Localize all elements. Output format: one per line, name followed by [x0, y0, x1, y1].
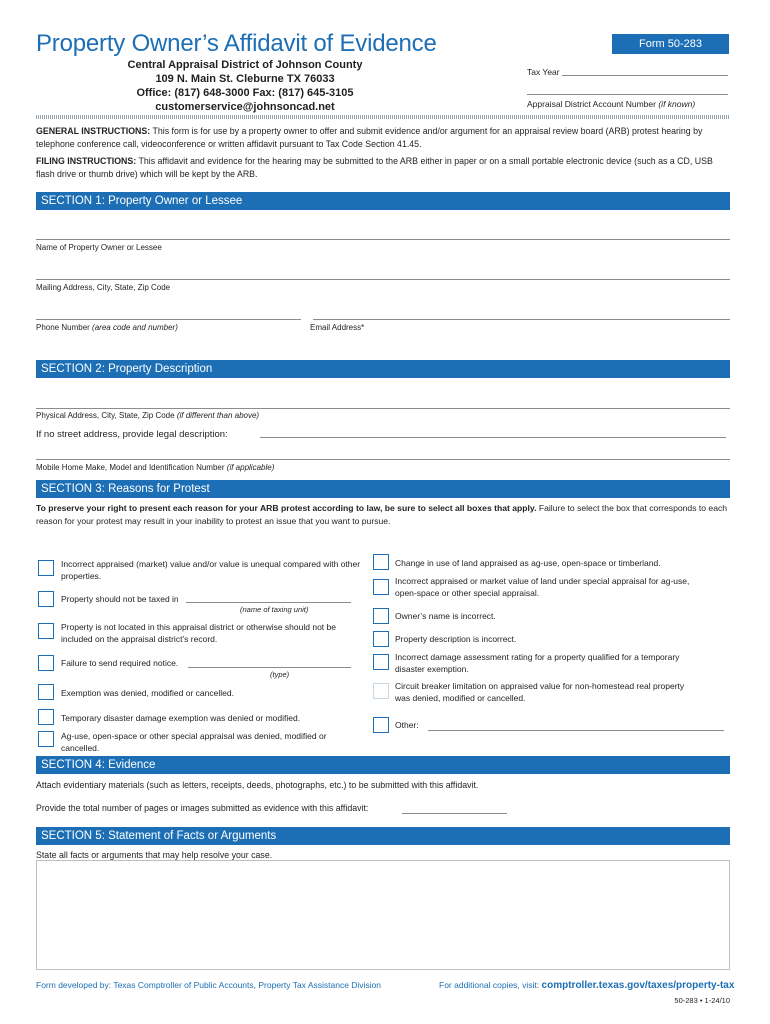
form-number-badge: Form 50-283: [612, 34, 729, 54]
account-number-note: (if known): [658, 99, 696, 109]
office-address: 109 N. Main St. Cleburne TX 76033: [155, 73, 335, 85]
damage-rating-text: Incorrect damage assessment rating for a property qualified for a temporary disaster exemption.: [395, 652, 680, 674]
attach-evidence-text: Attach evidentiary materials (such as letters, receipts, deeds, photographs, etc.) to be submitted with this affidavit.: [36, 780, 479, 790]
section-4-header: SECTION 4: Evidence: [36, 756, 730, 774]
circuit-breaker-checkbox[interactable]: [373, 683, 389, 699]
notice-type-field[interactable]: [188, 667, 351, 668]
section-1-header: SECTION 1: Property Owner or Lessee: [36, 192, 730, 210]
filing-instructions: [36, 155, 730, 181]
owner-name-field[interactable]: [36, 239, 730, 240]
office-phone: Office: (817) 648-3000 Fax: (817) 645-3105: [136, 87, 354, 99]
phone-label: [36, 323, 178, 332]
account-number-label: [527, 99, 695, 109]
taxing-unit-note: (name of taxing unit): [240, 605, 309, 614]
notice-type-note: (type): [270, 670, 290, 679]
protest-intro-bold: To preserve your right to present each reason for your ARB protest according to law, be sure to select all boxes that apply.: [36, 503, 537, 513]
section-3-header: SECTION 3: Reasons for Protest: [36, 480, 730, 498]
legal-description-field[interactable]: [260, 437, 726, 438]
email-label: Email Address*: [310, 323, 365, 332]
mobile-home-label: [36, 463, 274, 472]
account-number-label-text: Appraisal District Account Number: [527, 99, 656, 109]
phone-label-text: Phone Number: [36, 323, 90, 332]
pages-count-text: Provide the total number of pages or images submitted as evidence with this affidavit:: [36, 803, 369, 813]
filing-instructions-text: This affidavit and evidence for the hearing may be submitted to the ARB either in paper or on a small portable electronic device (such as a CD, USB flash drive or thumb drive) which will be kept by the ARB.: [36, 156, 713, 179]
taxing-unit-field[interactable]: [186, 602, 351, 603]
description-text: Property description is incorrect.: [395, 634, 517, 644]
email-field[interactable]: [313, 319, 730, 320]
description-checkbox[interactable]: [373, 631, 389, 647]
mobile-home-field[interactable]: [36, 459, 730, 460]
mobile-home-note: (if applicable): [226, 463, 275, 472]
temp-disaster-text: Temporary disaster damage exemption was denied or modified.: [61, 713, 301, 723]
physical-address-field[interactable]: [36, 408, 730, 409]
change-use-checkbox[interactable]: [373, 554, 389, 570]
physical-address-note: (if different than above): [176, 411, 260, 420]
market-value-checkbox[interactable]: [38, 560, 54, 576]
protest-intro-text: Failure to select the box that corresponds to each reason for your protest may result in your inability to protest an issue that you want to pursue.: [36, 503, 728, 526]
protest-intro: [36, 502, 730, 528]
temp-disaster-checkbox[interactable]: [38, 709, 54, 725]
legal-description-label: If no street address, provide legal description:: [36, 429, 228, 440]
section-5-header: SECTION 5: Statement of Facts or Arguments: [36, 827, 730, 845]
exemption-text: Exemption was denied, modified or cancelled.: [61, 688, 234, 698]
general-instructions-heading: GENERAL INSTRUCTIONS:: [36, 126, 151, 136]
ag-use-checkbox[interactable]: [38, 731, 54, 747]
general-instructions: [36, 125, 730, 151]
page-title: Property Owner’s Affidavit of Evidence: [36, 30, 437, 57]
change-use-text: Change in use of land appraised as ag-use, open-space or timberland.: [395, 558, 661, 568]
not-taxed-checkbox[interactable]: [38, 591, 54, 607]
footer-form-code: 50-283 • 1-24/10: [674, 996, 730, 1005]
failure-notice-checkbox[interactable]: [38, 655, 54, 671]
owner-name-label: Name of Property Owner or Lessee: [36, 243, 162, 252]
mailing-address-label: Mailing Address, City, State, Zip Code: [36, 283, 171, 292]
failure-notice-text: Failure to send required notice.: [61, 658, 179, 668]
physical-address-label-text: Physical Address, City, State, Zip Code: [36, 411, 175, 420]
tax-year-label: Tax Year: [527, 67, 560, 77]
footer-copies: [439, 980, 734, 991]
office-email: customerservice@johnsoncad.net: [155, 101, 335, 113]
exemption-checkbox[interactable]: [38, 684, 54, 700]
footer-developed-by: Form developed by: Texas Comptroller of Public Accounts, Property Tax Assistance Division: [36, 980, 382, 990]
other-checkbox[interactable]: [373, 717, 389, 733]
filing-instructions-heading: FILING INSTRUCTIONS:: [36, 156, 137, 166]
office-name: Central Appraisal District of Johnson County: [127, 59, 363, 71]
phone-label-note: (area code and number): [92, 323, 178, 332]
owner-name-text: Owner’s name is incorrect.: [395, 611, 496, 621]
account-number-field[interactable]: [527, 86, 728, 95]
facts-textarea[interactable]: [36, 860, 730, 970]
facts-prompt: State all facts or arguments that may help resolve your case.: [36, 850, 273, 860]
owner-name-checkbox[interactable]: [373, 608, 389, 624]
other-field[interactable]: [428, 730, 724, 731]
phone-field[interactable]: [36, 319, 301, 320]
ag-use-text: Ag-use, open-space or other special appraisal was denied, modified or cancelled.: [61, 731, 327, 753]
pages-count-field[interactable]: [402, 813, 507, 814]
header-divider: [36, 115, 730, 119]
physical-address-label: [36, 411, 259, 420]
land-value-checkbox[interactable]: [373, 579, 389, 595]
mailing-address-field[interactable]: [36, 279, 730, 280]
not-located-checkbox[interactable]: [38, 623, 54, 639]
general-instructions-text: This form is for use by a property owner to offer and submit evidence and/or argument for an appraisal review board (ARB) protest hearing by telephone conference call, videoconference or written affidavit pursuant to Tax Code Section 41.45.: [36, 126, 703, 149]
not-located-text: Property is not located in this appraisal district or otherwise should not be included on the appraisal district’s record.: [61, 622, 336, 644]
not-taxed-text: Property should not be taxed in: [61, 594, 179, 604]
section-2-header: SECTION 2: Property Description: [36, 360, 730, 378]
land-value-text: Incorrect appraised or market value of land under special appraisal for ag-use, open-space or other special appraisal.: [395, 576, 690, 598]
damage-rating-checkbox[interactable]: [373, 654, 389, 670]
footer-copies-label: For additional copies, visit:: [439, 980, 540, 990]
other-text: Other:: [395, 720, 419, 730]
circuit-breaker-text: Circuit breaker limitation on appraised value for non-homestead real property was denied, modified or cancelled.: [395, 681, 685, 703]
market-value-text: Incorrect appraised (market) value and/or value is unequal compared with other properties.: [61, 559, 361, 581]
mobile-home-label-text: Mobile Home Make, Model and Identification Number: [36, 463, 225, 472]
footer-copies-link[interactable]: comptroller.texas.gov/taxes/property-tax: [541, 980, 735, 991]
tax-year-field[interactable]: [562, 66, 728, 76]
